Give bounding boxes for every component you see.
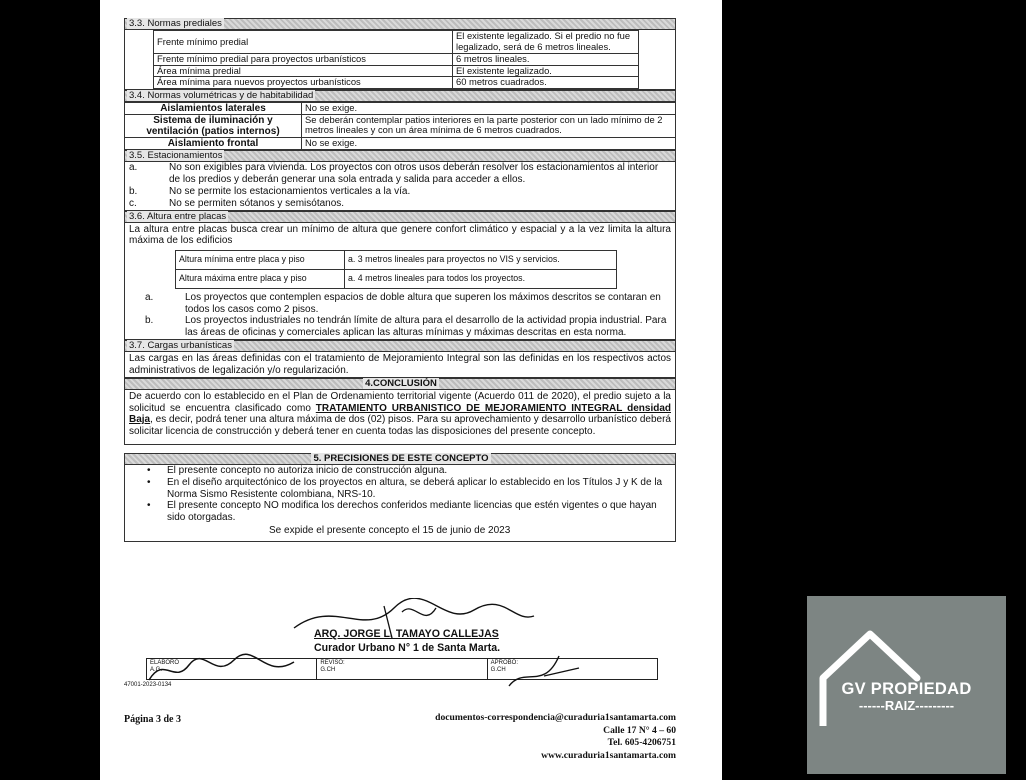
file-reference: 47001-2023-0134 xyxy=(124,682,172,688)
list-item: b. No se permite los estacionamientos verticales a la vía. xyxy=(129,185,411,197)
list-item: a. No son exigibles para vivienda. Los proyectos con otros usos deberán resolver los estacionamientos al interior de los predios y deberán generar una sola entrada y salida para acceder a ellos. xyxy=(129,162,659,186)
watermark-logo xyxy=(807,596,1006,774)
bullet-icon: • xyxy=(147,465,151,477)
bullet-icon: • xyxy=(147,477,151,489)
list-item: c. No se permiten sótanos y semisótanos. xyxy=(129,197,345,209)
document-body xyxy=(124,18,676,542)
section-3-5-header: 3.5. Estacionamientos xyxy=(124,150,676,162)
table-row: Frente mínimo predial para proyectos urbanísticos 6 metros lineales. xyxy=(154,54,639,66)
watermark-title: GV PROPIEDAD xyxy=(841,680,972,698)
signer: ARQ. JORGE L. TAMAYO CALLEJAS Curador Urbano N° 1 de Santa Marta. xyxy=(314,628,501,654)
list-item: • En el diseño arquitectónico de los proyectos en altura, se deberá aplicar lo establecido en los Títulos J y K de la Norma Sismo Resistente colombiana, NRS-10. xyxy=(147,477,663,500)
aprobo-box: APROBÓ: G.CH xyxy=(490,660,518,674)
table-row: Aislamientos laterales No se exige. xyxy=(125,102,676,114)
contact-info: documentos-correspondencia@curaduria1santamarta.com Calle 17 N° 4 – 60 Tel. 605-4206751 www.curaduria1santamarta.com xyxy=(435,712,676,761)
section-3-7-header: 3.7. Cargas urbanísticas xyxy=(124,340,676,352)
section-3-6-header: 3.6. Altura entre placas xyxy=(124,211,676,223)
watermark-subtitle: ------RAIZ--------- xyxy=(858,698,955,713)
section-3-6 xyxy=(124,223,676,340)
list-item: • El presente concepto no autoriza inicio de construcción alguna. xyxy=(147,465,448,477)
table-row: Altura máxima entre placa y piso a. 4 metros lineales para todos los proyectos. xyxy=(176,269,617,288)
page-number: Página 3 de 3 xyxy=(124,714,181,725)
section-3-3-header: 3.3. Normas prediales xyxy=(124,18,676,30)
section-4 xyxy=(124,390,676,445)
bullet-icon: • xyxy=(147,500,151,512)
approval-signature-icon xyxy=(504,646,584,696)
lot-standards-table xyxy=(153,30,639,89)
issue-date: Se expide el presente concepto el 15 de junio de 2023 xyxy=(269,525,511,537)
section-3-7: Las cargas en las áreas definidas con el tratamiento de Mejoramiento Integral son las definidas en los respectivos actos administrativos de legalización y/o regularización. xyxy=(124,352,676,378)
table-row: Área mínima para nuevos proyectos urbanísticos 60 metros cuadrados. xyxy=(154,77,639,89)
volumetric-table xyxy=(124,102,676,151)
section-3-4-header: 3.4. Normas volumétricas y de habitabilidad xyxy=(124,90,676,102)
elaboro-box: ELABORÓ A.G. xyxy=(147,659,317,679)
section-3-6-intro: La altura entre placas busca crear un mínimo de altura que genere confort climático y espacial y a la vez limita la altura máxima de los edificios xyxy=(129,223,671,247)
list-item: b. Los proyectos industriales no tendrán límite de altura para el desarrollo de la actividad propia industrial. Para las áreas de oficinas y comerciales aplican las alturas mínimas y máximas descritas en esta norma. xyxy=(145,315,667,339)
section-4-header: 4.CONCLUSIÓN xyxy=(124,378,676,390)
reviso-box: REVISO: G.CH xyxy=(317,659,487,679)
section-3-5 xyxy=(124,162,676,210)
conclusion-text: De acuerdo con lo establecido en el Plan de Ordenamiento territorial vigente (Acuerdo 011 de 2020), el predio sujeto a la solicitud se encuentra clasificado como TRATAMIENTO URBANISTICO DE MEJORAMIENTO INTEGRAL densidad Baja, es decir, podrá tener una altura máxima de dos (02) pisos. Para su aprovechamiento y desarrollo urbanístico deberá solicitar licencia de construcción y deberá tener en cuenta todas las disposiciones del presente concepto. xyxy=(129,391,671,437)
section-5-header: 5. PRECISIONES DE ESTE CONCEPTO xyxy=(124,453,676,465)
table-row: Frente mínimo predial El existente legalizado. Si el predio no fue legalizado, será de 6 metros lineales. xyxy=(154,31,639,54)
document-page xyxy=(100,0,722,780)
table-row: Altura mínima entre placa y piso a. 3 metros lineales para proyectos no VIS y servicios. xyxy=(176,250,617,269)
list-item: • El presente concepto NO modifica los derechos conferidos mediante licencias que estén vigentes o que hayan sido otorgadas. xyxy=(147,500,657,523)
slab-height-table xyxy=(175,250,617,289)
section-5 xyxy=(124,465,676,541)
table-row: Sistema de iluminación y ventilación (patios internos) Se deberán contemplar patios interiores en la parte posterior con un lado mínimo de 2 metros lineales y con un área mínima de 6 metros cuadrados. xyxy=(125,114,676,137)
section-3-3 xyxy=(124,30,676,90)
list-item: a. Los proyectos que contemplen espacios de doble altura que superen los máximos descritos se contaran en todos los casos como 2 pisos. xyxy=(145,291,661,315)
table-row: Área mínima predial El existente legalizado. xyxy=(154,65,639,77)
table-row: Aislamiento frontal No se exige. xyxy=(125,138,676,150)
